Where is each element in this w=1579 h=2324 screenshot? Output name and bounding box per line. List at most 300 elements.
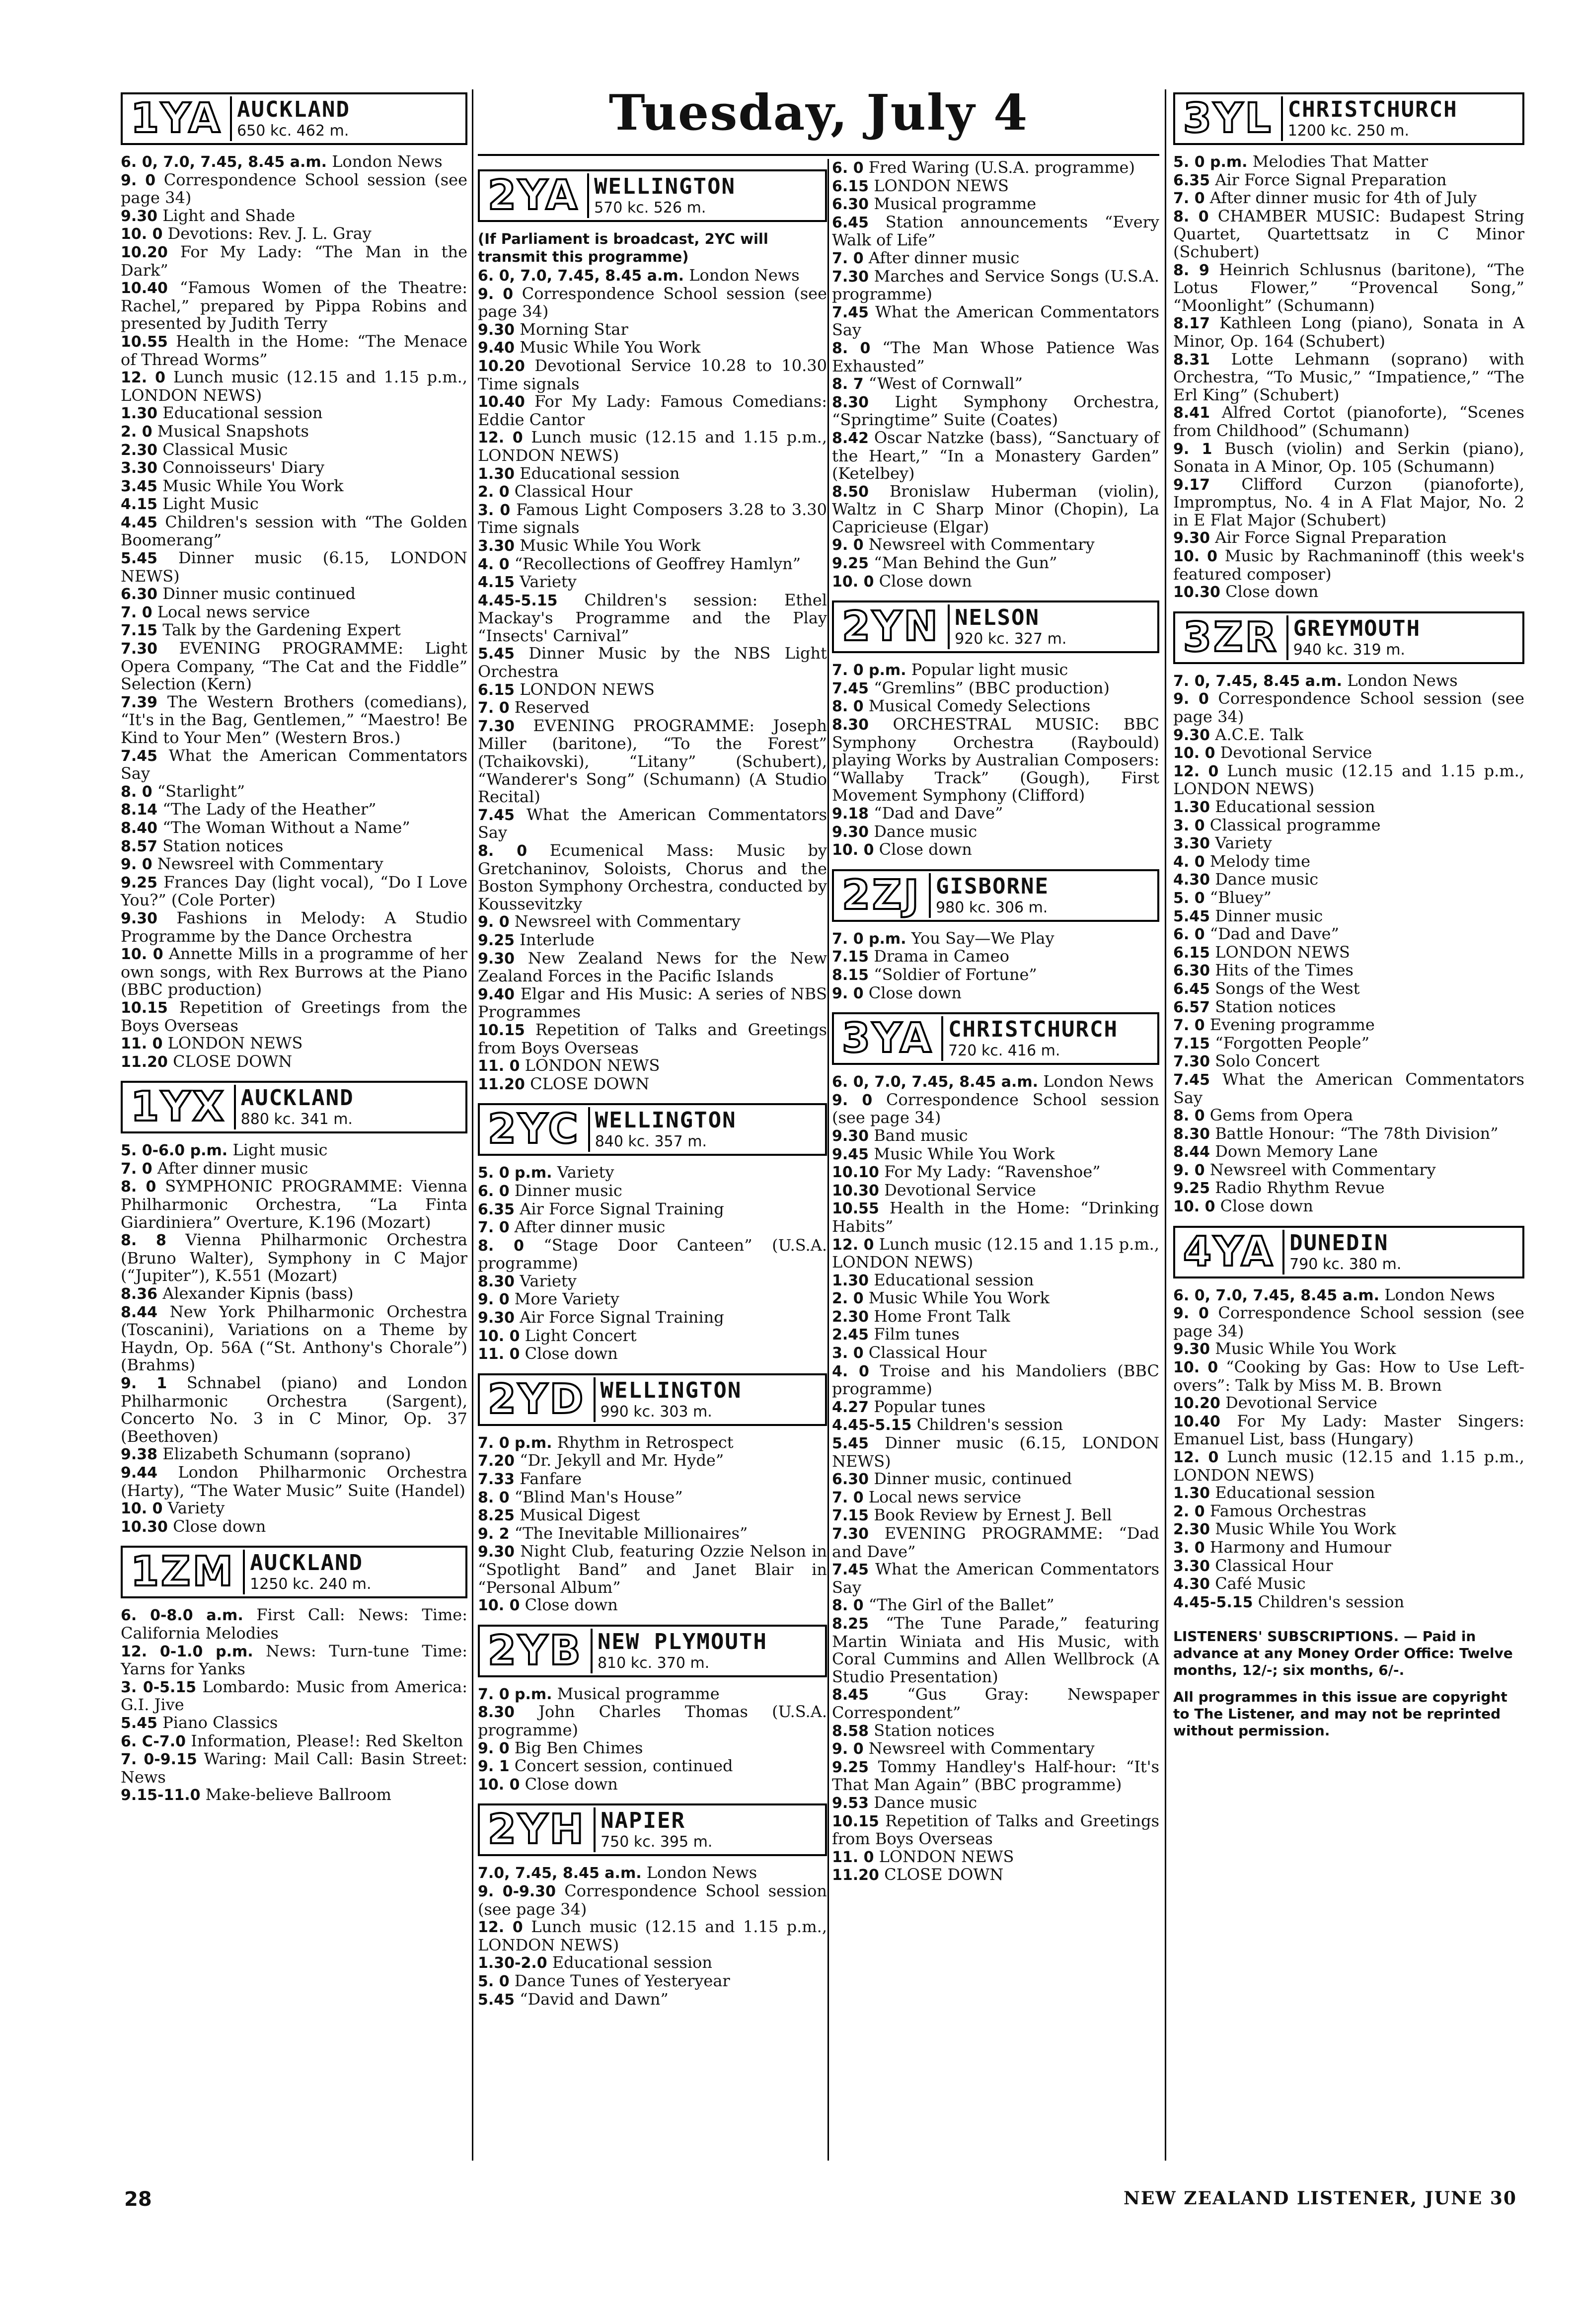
programme-time: 7. 0 — [832, 1489, 864, 1506]
programme-text: EVENING PROGRAMME: Joseph Miller (baritone), “To the Forest” (Tchaikovski), “Litany” (Schubert), “Wanderer's Song” (Schumann) (A Studio Recital) — [478, 716, 827, 807]
footer-publication: NEW ZEALAND LISTENER, JUNE 30 — [1124, 2188, 1517, 2209]
programme-text: Dinner Music by the NBS Light Orchestra — [478, 644, 827, 681]
programme-time: 3. 0-5.15 — [121, 1678, 197, 1696]
programme-time: 4.45-5.15 — [832, 1417, 912, 1434]
programme-entry — [1173, 980, 1524, 998]
programme-text: Bronislaw Huberman (violin), Waltz in C Sharp Minor (Chopin), La Capricieuse (Elgar) — [832, 481, 1159, 536]
programme-time: 7. 0 p.m. — [478, 1685, 552, 1703]
programme-text: Kathleen Long (piano), Sonata in A Minor, Op. 164 (Schubert) — [1173, 313, 1525, 351]
programme-time: 9.30 — [121, 909, 158, 927]
programme-text: Station notices — [162, 836, 284, 855]
programme-entry — [121, 1643, 467, 1678]
programme-entry — [832, 195, 1159, 214]
heading-rule — [478, 154, 1159, 156]
programme-text: Close down — [879, 571, 972, 591]
programme-entry — [478, 806, 827, 842]
programme-text: Classical Hour — [868, 1343, 987, 1362]
programme-entry — [1173, 171, 1524, 190]
programme-entry — [1173, 476, 1524, 529]
station-call-sign: 1YA — [131, 95, 223, 142]
programme-entry — [478, 285, 827, 321]
programme-time: 6. 0 — [478, 1182, 510, 1200]
programme-text: Famous Orchestras — [1209, 1501, 1366, 1520]
programme-entry — [121, 279, 467, 333]
programme-entry — [832, 1326, 1159, 1344]
programme-time: 6. 0, 7.0, 7.45, 8.45 a.m. — [478, 267, 684, 285]
programme-text: Interlude — [520, 930, 595, 949]
programme-text: Classical Music — [162, 440, 288, 459]
programme-text: For My Lady: Master Singers: Emanuel List, bass (Hungary) — [1173, 1411, 1525, 1449]
programme-entry — [478, 645, 827, 680]
station-city: GISBORNE — [936, 873, 1049, 899]
programme-entry — [1173, 440, 1524, 476]
programme-time: 10. 0 — [121, 1500, 163, 1518]
programme-text: Dinner music (6.15, LONDON NEWS) — [121, 548, 467, 586]
programme-time: 6.30 — [832, 196, 869, 214]
programme-text: Lunch music (12.15 and 1.15 p.m., LONDON NEWS) — [121, 368, 468, 405]
programme-text: Musical Digest — [520, 1505, 640, 1525]
programme-entry — [478, 950, 827, 985]
programme-entry — [1173, 1052, 1524, 1071]
programme-time: 8.30 — [478, 1704, 515, 1722]
programme-text: Fanfare — [520, 1469, 582, 1489]
date-heading: Tuesday, July 4 — [608, 84, 1029, 142]
programme-text: Variety — [557, 1163, 614, 1182]
programme-text: CLOSE DOWN — [530, 1074, 650, 1093]
programme-text: CHAMBER MUSIC: Budapest String Quartet, Quartettsatz in C Minor (Schubert) — [1173, 206, 1525, 261]
programme-time: 8.31 — [1173, 351, 1210, 369]
programme-time: 4.45-5.15 — [478, 592, 558, 609]
programme-time: 9. 0 — [121, 171, 156, 189]
programme-text: After dinner music — [868, 248, 1020, 267]
station-frequency: 1200 kc. 250 m. — [1287, 122, 1410, 140]
programme-text: Tommy Handley's Half-hour: “It's That Man Again” (BBC programme) — [832, 1757, 1160, 1795]
programme-time: 3.45 — [121, 477, 158, 495]
station-info — [1286, 615, 1421, 660]
programme-text: Fred Waring (U.S.A. programme) — [868, 158, 1135, 177]
programme-text: Annette Mills in a programme of her own songs, with Rex Burrows at the Piano (BBC production) — [121, 944, 468, 999]
programme-text: “Dad and Dave” — [874, 804, 1003, 823]
programme-time: 4. 0 — [478, 555, 510, 573]
programme-text: The Western Brothers (comedians), “It's in the Bag, Gentlemen,” “Maestro! Be Kind to Your Men” (Western Bros.) — [121, 692, 468, 747]
column-4 — [1173, 89, 1524, 1739]
programme-time: 9. 0 — [478, 1739, 510, 1757]
programme-text: Book Review by Ernest J. Bell — [874, 1505, 1112, 1525]
programme-time: 12. 0-1.0 p.m. — [121, 1643, 253, 1660]
programme-time: 7.45 — [832, 303, 869, 321]
programme-text: Make-believe Ballroom — [205, 1785, 391, 1804]
programme-time: 2.30 — [121, 441, 158, 459]
station-header — [478, 1103, 827, 1156]
programme-entry — [832, 1561, 1159, 1596]
programme-entry — [478, 1739, 827, 1758]
programme-entry — [1173, 1593, 1524, 1612]
programme-time: 6.35 — [1173, 171, 1210, 189]
programme-text: After dinner music — [157, 1158, 308, 1178]
programme-time: 2. 0 — [832, 1290, 864, 1308]
programme-time: 11. 0 — [478, 1057, 520, 1075]
programme-text: Repetition of Greetings from the Boys Overseas — [121, 997, 468, 1035]
programme-entry — [121, 945, 467, 999]
programme-text: Connoisseurs' Diary — [162, 458, 325, 477]
programme-time: 9.30 — [832, 823, 869, 841]
programme-entry — [121, 1786, 467, 1804]
programme-time: 6.30 — [121, 586, 158, 603]
station-header — [1173, 92, 1524, 145]
programme-entry — [832, 1596, 1159, 1615]
programme-time: 12. 0 — [478, 1919, 523, 1937]
programme-entry — [832, 697, 1159, 716]
programme-time: 9. 0 — [832, 1091, 873, 1109]
programme-entry — [1173, 690, 1524, 726]
programme-text: Station announcements “Every Walk of Life” — [832, 212, 1160, 250]
programme-time: 9. 0 — [478, 285, 514, 303]
station-block — [1173, 92, 1524, 608]
programme-text: Health in the Home: “Drinking Habits” — [832, 1199, 1160, 1236]
programme-entry — [478, 931, 827, 950]
programme-text: Dance music — [1215, 870, 1319, 889]
programme-text: Close down — [868, 983, 962, 1002]
programme-text: For My Lady: “Ravenshoe” — [884, 1162, 1101, 1182]
station-info — [588, 1107, 737, 1152]
programme-time: 11.20 — [121, 1053, 168, 1071]
programme-time: 8.40 — [121, 819, 158, 837]
station-note: (If Parliament is broadcast, 2YC will transmit this programme) — [478, 230, 768, 265]
programme-entry — [121, 514, 467, 549]
programme-text: Local news service — [868, 1487, 1022, 1506]
programme-time: 12. 0 — [478, 429, 523, 447]
programme-entry — [478, 1290, 827, 1309]
programme-entry — [1173, 404, 1524, 440]
programme-entry — [832, 214, 1159, 249]
programme-time: 9. 0 — [1173, 1161, 1205, 1179]
programme-time: 7.45 — [1173, 1071, 1210, 1089]
station-city: DUNEDIN — [1289, 1230, 1389, 1256]
programme-text: Battle Honour: “The 78th Division” — [1215, 1124, 1499, 1143]
programme-time: 7.20 — [478, 1452, 515, 1470]
programme-entry — [121, 1750, 467, 1786]
programme-entry — [1173, 1448, 1524, 1484]
programme-text: Rhythm in Retrospect — [557, 1432, 734, 1452]
programme-entry — [1173, 351, 1524, 404]
programme-time: 10.55 — [121, 333, 168, 351]
programme-entry — [832, 1091, 1159, 1127]
programme-text: Music While You Work — [1215, 1339, 1396, 1358]
programme-time: 1.30 — [478, 465, 515, 483]
programme-text: Devotions: Rev. J. L. Gray — [167, 224, 372, 243]
programme-time: 10.30 — [121, 1518, 168, 1536]
programme-text: More Variety — [514, 1289, 619, 1309]
programme-time: 10. 0 — [1173, 548, 1218, 566]
programme-time: 5.45 — [478, 645, 515, 663]
programme-text: Close down — [525, 1595, 618, 1615]
programme-text: Lunch music (12.15 and 1.15 p.m., LONDON NEWS) — [832, 1234, 1159, 1272]
programme-text: You Say—We Play — [911, 928, 1054, 948]
programme-time: 9.53 — [832, 1794, 869, 1812]
programme-text: Variety — [520, 1271, 577, 1290]
programme-time: 2. 0 — [1173, 1502, 1205, 1520]
programme-text: News: Turn-tune Time: Yarns for Yanks — [121, 1641, 468, 1679]
programme-time: 9. 0 — [478, 913, 510, 931]
programme-text: “The Man Whose Patience Was Exhausted” — [832, 338, 1160, 375]
programme-entry — [1173, 1413, 1524, 1448]
programme-time: 10. 0 — [1173, 745, 1215, 762]
programme-text: New Zealand News for the New Zealand Forces in the Pacific Islands — [478, 948, 827, 986]
programme-text: Dance music — [874, 822, 977, 841]
programme-entry — [478, 699, 827, 717]
programme-entry — [478, 1327, 827, 1346]
programme-text: London News — [1384, 1285, 1495, 1304]
programme-text: “The Girl of the Ballet” — [868, 1595, 1054, 1615]
programme-time: 7.15 — [832, 1507, 869, 1525]
programme-entry — [1173, 1286, 1524, 1305]
programme-text: Songs of the West — [1215, 978, 1360, 998]
programme-time: 9.40 — [478, 339, 515, 357]
programme-time: 5.45 — [478, 1991, 515, 2009]
programme-text: “Dr. Jekyll and Mr. Hyde” — [520, 1451, 724, 1470]
programme-entry — [478, 1075, 827, 1094]
programme-entry — [1173, 1575, 1524, 1593]
programme-entry — [1173, 798, 1524, 817]
programme-text: Educational session — [520, 463, 680, 483]
programme-time: 4.27 — [832, 1398, 869, 1416]
programme-time: 10.20 — [1173, 1395, 1220, 1413]
programme-time: 7.45 — [478, 806, 515, 824]
programme-entry — [478, 1164, 827, 1182]
programme-entry — [1173, 1304, 1524, 1340]
programme-text: Educational session — [874, 1270, 1034, 1289]
programme-entry — [1173, 153, 1524, 171]
programme-time: 3.30 — [121, 459, 158, 477]
programme-time: 3. 0 — [832, 1345, 864, 1362]
programme-text: Dinner music — [1215, 906, 1323, 925]
station-block — [121, 1546, 467, 1811]
programme-time: 9.38 — [121, 1446, 158, 1464]
programme-time: 9. 0 — [478, 1291, 510, 1309]
station-block — [1173, 611, 1524, 1223]
programme-text: Reserved — [514, 698, 590, 717]
programme-text: CLOSE DOWN — [173, 1051, 293, 1071]
station-frequency: 940 kc. 319 m. — [1293, 641, 1405, 659]
column-2 — [478, 166, 827, 2016]
programme-text: Lunch music (12.15 and 1.15 p.m., LONDON NEWS) — [478, 428, 827, 465]
programme-time: 6. 0-8.0 a.m. — [121, 1607, 243, 1625]
programme-text: Close down — [1225, 582, 1319, 601]
programme-text: Air Force Signal Preparation — [1215, 170, 1447, 189]
programme-entry — [832, 1272, 1159, 1290]
programme-time: 5.45 — [832, 1435, 869, 1453]
programme-text: Down Memory Lane — [1215, 1142, 1378, 1161]
programme-entry — [832, 159, 1159, 177]
station-call-sign: 2YH — [488, 1806, 586, 1854]
programme-text: “Famous Women of the Theatre: Rachel,” prepared by Pippa Robins and presented by Judith Terry — [121, 278, 468, 333]
programme-entry — [832, 1722, 1159, 1740]
station-header — [1173, 611, 1524, 664]
programme-time: 7.15 — [832, 948, 869, 966]
programme-text: “Bluey” — [1209, 888, 1272, 907]
programme-time: 5. 0-6.0 p.m. — [121, 1142, 228, 1160]
station-info — [948, 604, 1066, 649]
programme-entry — [478, 573, 827, 592]
station-header — [121, 92, 467, 145]
programme-time: 6.57 — [1173, 998, 1210, 1016]
programme-entry — [478, 1218, 827, 1237]
programme-time: 12. 0 — [832, 1236, 874, 1254]
programme-text: “The Tune Parade,” featuring Martin Winiata and His Music, with Coral Cummins and Allen Wellbrock (A Studio Presentation) — [832, 1613, 1160, 1686]
programme-entry — [121, 747, 467, 783]
programme-entry — [478, 1237, 827, 1273]
programme-entry — [478, 1470, 827, 1489]
programme-entry — [832, 984, 1159, 1003]
programme-entry — [121, 171, 467, 207]
programme-time: 10.20 — [121, 243, 168, 261]
programme-text: Big Ben Chimes — [514, 1738, 643, 1757]
programme-entry — [832, 930, 1159, 948]
programme-time: 8. 8 — [121, 1232, 166, 1250]
programme-text: LONDON NEWS — [1215, 942, 1350, 962]
programme-time: 7.30 — [832, 268, 869, 286]
column-rule — [472, 89, 473, 2161]
programme-text: SYMPHONIC PROGRAMME: Vienna Philharmonic Orchestra, “La Finta Giardiniera” Overture, K.196 (Mozart) — [121, 1177, 468, 1232]
programme-text: Light music — [232, 1140, 328, 1160]
programme-entry — [121, 1499, 467, 1518]
programme-text: A.C.E. Talk — [1215, 725, 1304, 744]
programme-entry — [1173, 1035, 1524, 1053]
programme-entry — [1173, 1161, 1524, 1180]
programme-entry — [832, 1489, 1159, 1507]
programme-entry — [1173, 1016, 1524, 1035]
programme-entry — [121, 1285, 467, 1303]
programme-entry — [478, 429, 827, 464]
programme-text: “The Lady of the Heather” — [162, 800, 376, 819]
programme-entry — [832, 1794, 1159, 1812]
programme-entry — [121, 585, 467, 603]
programme-time: 9.30 — [478, 950, 515, 968]
station-block — [121, 1081, 467, 1543]
programme-entry — [832, 1812, 1159, 1848]
station-header — [478, 1625, 827, 1677]
programme-entry — [121, 819, 467, 837]
programme-time: 10.40 — [121, 280, 168, 298]
programme-entry — [121, 1303, 467, 1374]
programme-entry — [478, 1918, 827, 1954]
programme-time: 7.0, 7.45, 8.45 a.m. — [478, 1865, 642, 1882]
programme-time: 9.25 — [1173, 1180, 1210, 1198]
station-block — [478, 1103, 827, 1370]
station-block — [832, 869, 1159, 1009]
programme-entry — [1173, 1125, 1524, 1143]
programme-time: 4.30 — [1173, 1575, 1210, 1593]
station-city: NELSON — [955, 605, 1040, 631]
programme-entry — [832, 1866, 1159, 1884]
programme-entry — [121, 549, 467, 585]
programme-time: 8. 0 — [832, 1597, 864, 1615]
programme-text: Music While You Work — [1215, 1519, 1396, 1539]
programme-text: EVENING PROGRAMME: “Dad and Dave” — [832, 1524, 1159, 1561]
station-frequency: 650 kc. 462 m. — [237, 122, 349, 140]
programme-time: 6. 0 — [832, 159, 864, 177]
programme-text: Schnabel (piano) and London Philharmonic Orchestra (Sargent), Concerto No. 3 in C Minor, Op. 37 (Beethoven) — [121, 1373, 468, 1446]
programme-entry — [1173, 1484, 1524, 1502]
programme-text: Piano Classics — [162, 1713, 278, 1732]
programme-entry — [1173, 907, 1524, 926]
programme-time: 11.20 — [478, 1075, 525, 1093]
programme-text: Station notices — [874, 1721, 995, 1740]
programme-text: Musical Snapshots — [157, 421, 309, 441]
programme-time: 10. 0 — [1173, 1198, 1215, 1216]
programme-time: 9. 0 — [832, 1740, 864, 1758]
programme-text: “Forgotten People” — [1215, 1033, 1370, 1052]
programme-text: Marches and Service Songs (U.S.A. programme) — [832, 266, 1159, 304]
station-block — [832, 159, 1159, 598]
programme-entry — [121, 1035, 467, 1053]
programme-text: What the American Commentators Say — [121, 746, 468, 783]
programme-entry — [832, 1073, 1159, 1091]
programme-entry — [832, 268, 1159, 303]
programme-entry — [1173, 189, 1524, 208]
programme-text: Repetition of Talks and Greetings from Boys Overseas — [832, 1811, 1160, 1849]
programme-entry — [1173, 834, 1524, 853]
programme-time: 8.15 — [832, 966, 869, 984]
programme-entry — [478, 483, 827, 501]
programme-time: 4.30 — [1173, 871, 1210, 889]
programme-time: 6. 0, 7.0, 7.45, 8.45 a.m. — [832, 1073, 1039, 1091]
programme-time: 8.36 — [121, 1285, 158, 1303]
programme-time: 8.58 — [832, 1722, 869, 1740]
station-info — [941, 1016, 1118, 1061]
programme-entry — [832, 249, 1159, 268]
programme-time: 8.30 — [1173, 1125, 1210, 1143]
programme-text: Newsreel with Commentary — [868, 535, 1095, 554]
programme-text: Drama in Cameo — [874, 947, 1009, 966]
programme-entry — [1173, 529, 1524, 547]
programme-text: Troise and his Mandoliers (BBC programme) — [832, 1361, 1159, 1399]
programme-entry — [832, 1758, 1159, 1794]
station-city: GREYMOUTH — [1293, 615, 1421, 641]
programme-entry — [478, 1434, 827, 1452]
programme-time: 9.30 — [478, 321, 515, 339]
station-call-sign: 2YN — [842, 603, 940, 651]
programme-time: 10.40 — [478, 393, 525, 411]
programme-text: Talk by the Gardening Expert — [162, 620, 401, 640]
programme-time: 8.44 — [121, 1303, 158, 1321]
programme-text: Film tunes — [874, 1325, 960, 1344]
programme-entry — [832, 1199, 1159, 1235]
programme-entry — [121, 459, 467, 477]
programme-entry — [478, 1882, 827, 1918]
programme-text: “Dad and Dave” — [1209, 924, 1339, 944]
programme-time: 9.30 — [1173, 1341, 1210, 1358]
programme-text: Newsreel with Commentary — [1209, 1160, 1436, 1179]
station-frequency: 570 kc. 526 m. — [594, 199, 706, 217]
station-header — [121, 1081, 467, 1133]
programme-time: 6. 0 — [1173, 926, 1205, 944]
programme-text: Gems from Opera — [1209, 1106, 1353, 1125]
station-city: WELLINGTON — [594, 174, 736, 199]
programme-text: Variety — [1215, 833, 1272, 853]
programme-time: 9. 1 — [121, 1375, 167, 1392]
programme-entry — [832, 573, 1159, 591]
programme-time: 3. 0 — [478, 501, 511, 519]
programme-entry — [832, 1398, 1159, 1417]
programme-entry — [121, 1518, 467, 1536]
programme-time: 12. 0 — [1173, 1449, 1219, 1466]
programme-entry — [832, 1362, 1159, 1398]
programme-entry — [121, 1464, 467, 1499]
programme-entry — [121, 1606, 467, 1642]
station-frequency: 810 kc. 370 m. — [597, 1654, 710, 1672]
programme-entry — [1173, 1179, 1524, 1198]
